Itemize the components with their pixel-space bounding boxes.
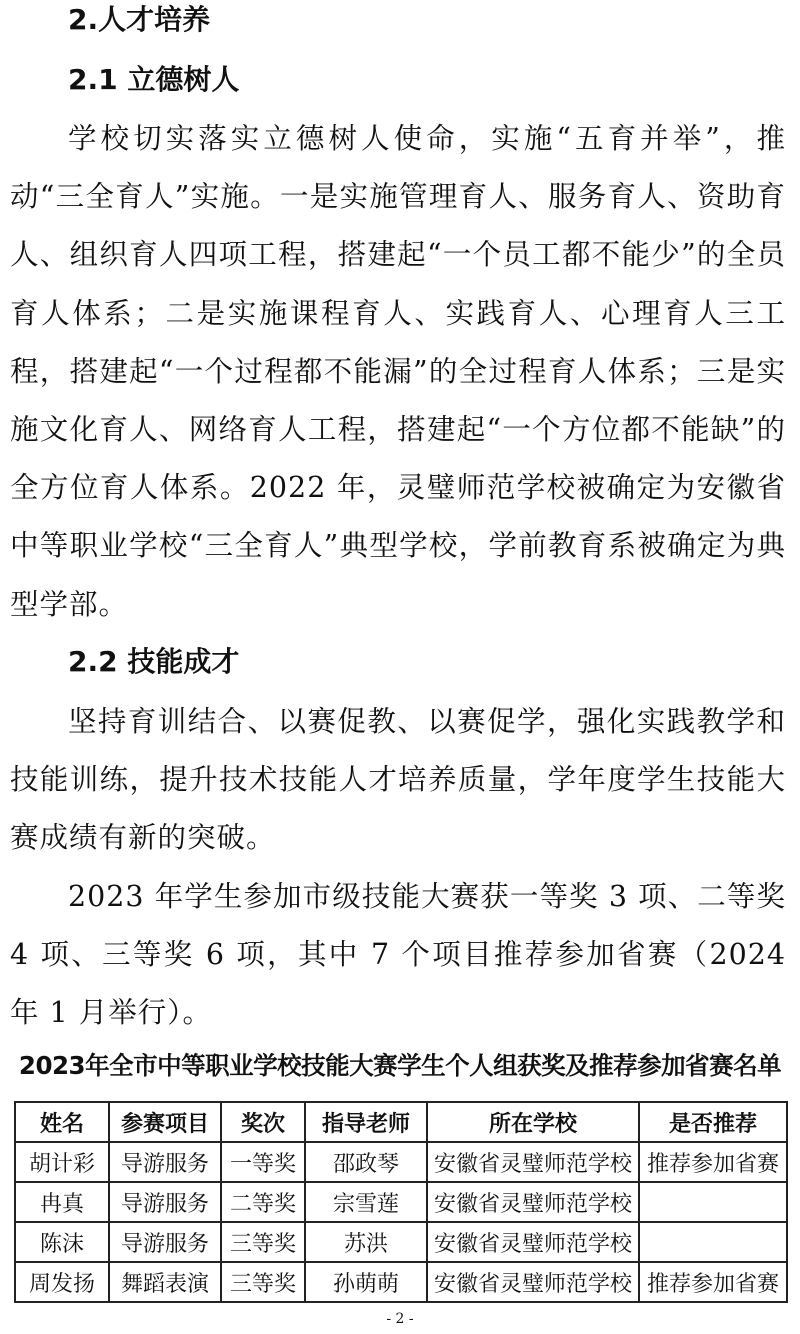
cell-teacher: 苏洪: [305, 1222, 427, 1262]
table-row: [15, 1142, 787, 1182]
paragraph-skills-training: 坚持育训结合、以赛促教、以赛促学，强化实践教学和技能训练，提升技术技能人才培养质量，学年度学生技能大赛成绩有新的突破。: [10, 705, 786, 855]
paragraph-moral-education: 学校切实落实立德树人使命，实施“五育并举”，推动“三全育人”实施。一是实施管理育人、服务育人、资助育人、组织育人四项工程，搭建起“一个员工都不能少”的全员育人体系；二是实施课程育人、实践育人、心理育人三工程，搭建起“一个过程都不能漏”的全过程育人体系；三是实施文化育人、网络育人工程，搭建起“一个方位都不能缺”的全方位育人体系。2022 年，灵璧师范学校被确定为安徽省中等职业学校“三全育人”典型学校，学前教育系被确定为典型学部。: [10, 122, 786, 621]
header-school: 所在学校: [427, 1102, 639, 1142]
cell-name: 周发扬: [15, 1262, 109, 1302]
award-table: [14, 1101, 788, 1303]
cell-name: 陈沫: [15, 1222, 109, 1262]
cell-teacher: 孙萌萌: [305, 1262, 427, 1302]
table-row: [15, 1222, 787, 1262]
cell-event: 导游服务: [109, 1222, 221, 1262]
cell-award: 二等奖: [221, 1182, 305, 1222]
header-name: 姓名: [15, 1102, 109, 1142]
table-header-row: [15, 1102, 787, 1142]
header-teacher: 指导老师: [305, 1102, 427, 1142]
cell-school: 安徽省灵璧师范学校: [427, 1182, 639, 1222]
cell-teacher: 宗雪莲: [305, 1182, 427, 1222]
table-title: 2023年全市中等职业学校技能大赛学生个人组获奖及推荐参加省赛名单: [18, 1051, 782, 1080]
cell-name: 冉真: [15, 1182, 109, 1222]
cell-teacher: 邵政琴: [305, 1142, 427, 1182]
cell-recommend: 推荐参加省赛: [639, 1262, 787, 1302]
cell-school: 安徽省灵璧师范学校: [427, 1262, 639, 1302]
cell-recommend: [639, 1182, 787, 1222]
cell-recommend: [639, 1222, 787, 1262]
cell-name: 胡计彩: [15, 1142, 109, 1182]
paragraph-competition-results: 2023 年学生参加市级技能大赛获一等奖 3 项、二等奖 4 项、三等奖 6 项，其中 7 个项目推荐参加省赛（2024 年 1 月举行）。: [10, 880, 786, 1030]
section-heading: 2.人才培养: [68, 3, 211, 36]
cell-school: 安徽省灵璧师范学校: [427, 1222, 639, 1262]
cell-event: 舞蹈表演: [109, 1262, 221, 1302]
header-recommend: 是否推荐: [639, 1102, 787, 1142]
cell-award: 一等奖: [221, 1142, 305, 1182]
header-award: 奖次: [221, 1102, 305, 1142]
cell-event: 导游服务: [109, 1142, 221, 1182]
cell-school: 安徽省灵璧师范学校: [427, 1142, 639, 1182]
subsection-heading-moral-education: 2.1 立德树人: [68, 63, 240, 96]
cell-event: 导游服务: [109, 1182, 221, 1222]
cell-award: 三等奖: [221, 1222, 305, 1262]
table-row: [15, 1182, 787, 1222]
subsection-heading-skills: 2.2 技能成才: [68, 645, 240, 678]
cell-recommend: 推荐参加省赛: [639, 1142, 787, 1182]
table-row: [15, 1262, 787, 1302]
cell-award: 三等奖: [221, 1262, 305, 1302]
page-number: - 2 -: [386, 1311, 414, 1327]
header-event: 参赛项目: [109, 1102, 221, 1142]
